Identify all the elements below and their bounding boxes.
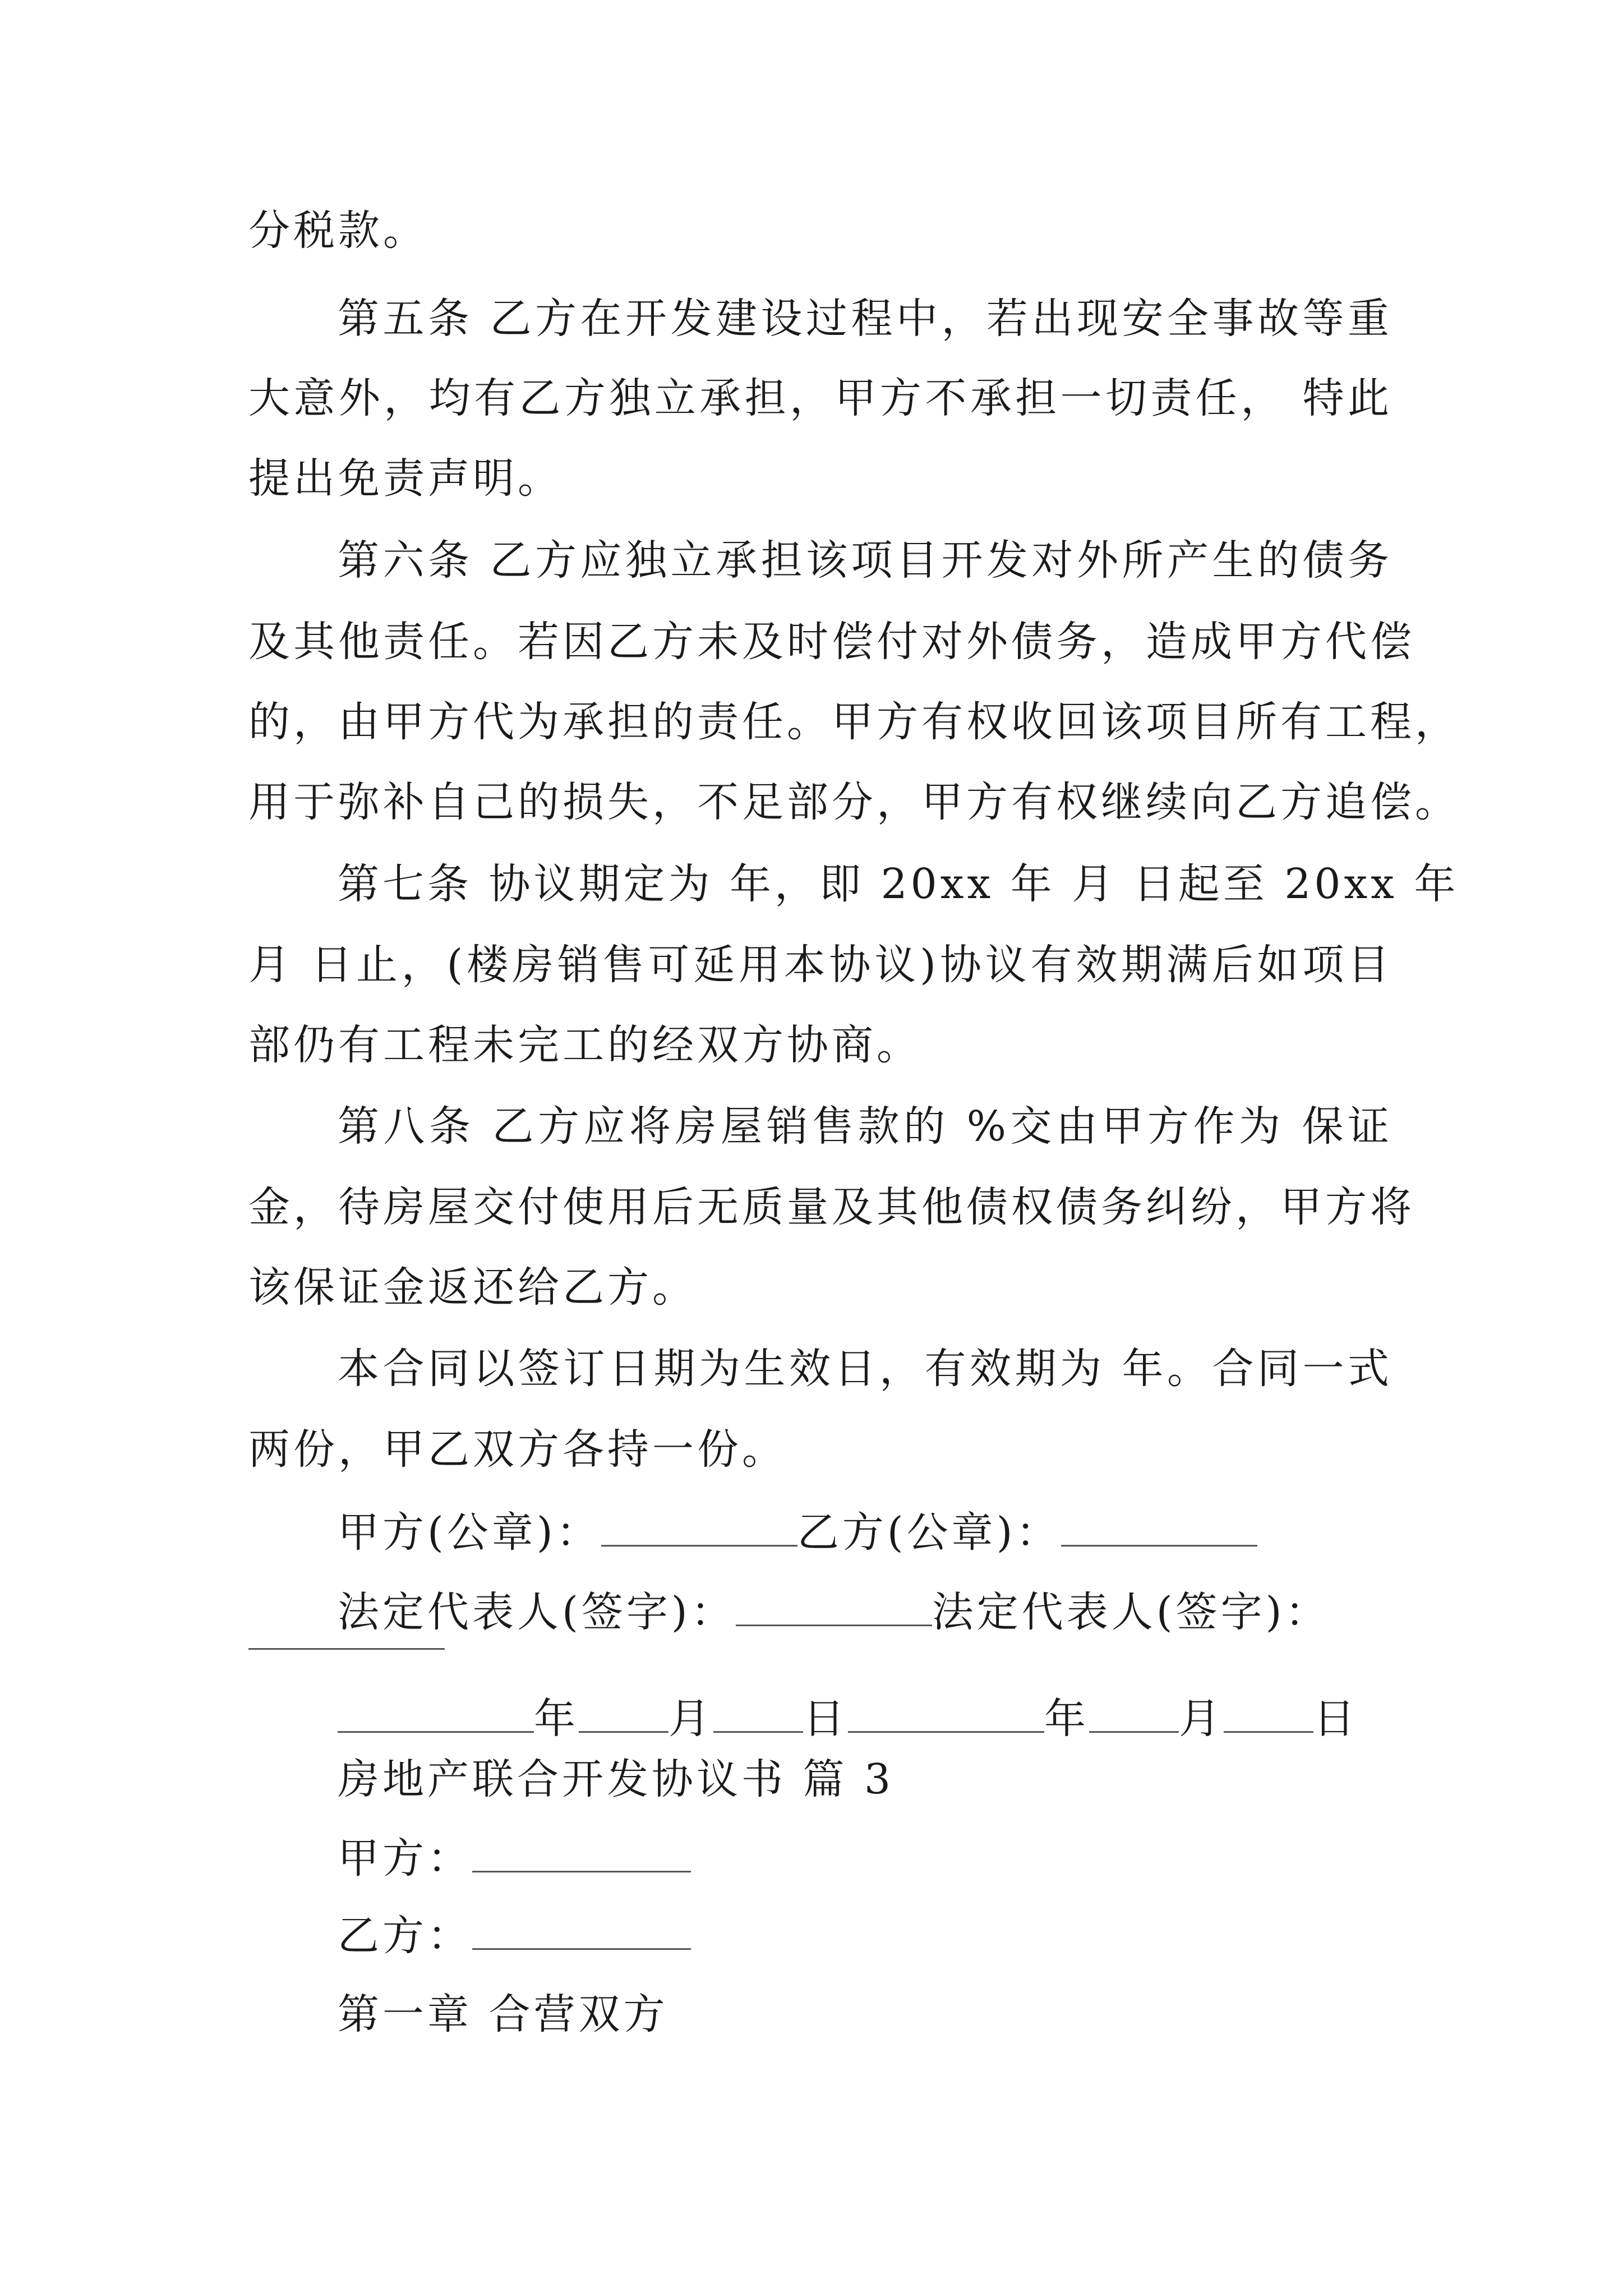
month-blank — [579, 1692, 668, 1733]
rep-a-label: 法定代表人(签字)： — [338, 1588, 736, 1636]
paragraph-line: 分税款。 — [248, 206, 428, 255]
paragraph-line: 金，待房屋交付使用后无质量及其他债权债务纠纷，甲方将 — [248, 1183, 1415, 1231]
rep-b-label: 法定代表人(签字)： — [932, 1588, 1330, 1636]
year-label: 年 — [1044, 1695, 1089, 1743]
year-blank — [848, 1692, 1044, 1733]
paragraph-line: 两份，甲乙双方各持一份。 — [248, 1425, 787, 1474]
year-label: 年 — [534, 1695, 579, 1743]
chapter-heading: 第一章 合营双方 — [338, 1990, 668, 2039]
month-label: 月 — [1179, 1695, 1224, 1743]
paragraph-line: 及其他责任。若因乙方未及时偿付对外债务，造成甲方代偿 — [248, 618, 1415, 666]
paragraph-line: 第七条 协议期定为 年，即 20xx 年 月 日起至 20xx 年 — [338, 860, 1459, 908]
paragraph-line: 第五条 乙方在开发建设过程中，若出现安全事故等重 — [338, 295, 1393, 343]
party-b-seal-blank — [1061, 1506, 1257, 1547]
rep-a-blank — [736, 1585, 932, 1626]
paragraph-line: 该保证金返还给乙方。 — [248, 1263, 697, 1312]
day-blank — [713, 1692, 803, 1733]
day-label: 日 — [1313, 1695, 1358, 1743]
paragraph-line: 第八条 乙方应将房屋销售款的 %交由甲方作为 保证 — [338, 1102, 1393, 1151]
month-blank — [1089, 1692, 1179, 1733]
paragraph-line: 大意外，均有乙方独立承担，甲方不承担一切责任， 特此 — [248, 374, 1393, 422]
party-b-row — [338, 1909, 1393, 1961]
paragraph-line: 用于弥补自己的损失，不足部分，甲方有权继续向乙方追偿。 — [248, 778, 1460, 826]
paragraph-line: 的，由甲方代为承担的责任。甲方有权收回该项目所有工程， — [248, 698, 1460, 746]
year-blank — [338, 1692, 534, 1733]
paragraph-line: 第六条 乙方应独立承担该项目开发对外所产生的债务 — [338, 536, 1393, 585]
day-blank — [1224, 1692, 1313, 1733]
party-b-label: 乙方： — [338, 1912, 472, 1960]
representative-signature-row — [338, 1585, 1393, 1637]
paragraph-line: 本合同以签订日期为生效日，有效期为 年。合同一式 — [338, 1345, 1393, 1393]
party-a-seal-blank — [601, 1506, 797, 1547]
month-label: 月 — [668, 1695, 713, 1743]
party-a-blank — [472, 1832, 691, 1872]
party-a-row — [338, 1832, 1393, 1883]
day-label: 日 — [803, 1695, 848, 1743]
date-row — [338, 1692, 1393, 1743]
paragraph-line: 月 日止，(楼房销售可延用本协议)协议有效期满后如项目 — [248, 941, 1393, 989]
paragraph-line: 部仍有工程未完工的经双方协商。 — [248, 1021, 921, 1069]
party-b-blank — [472, 1909, 691, 1950]
seal-signature-row — [338, 1506, 1393, 1557]
party-b-seal-label: 乙方(公章)： — [797, 1508, 1061, 1557]
party-a-seal-label: 甲方(公章)： — [338, 1508, 601, 1557]
section-title: 房地产联合开发协议书 篇 3 — [338, 1755, 895, 1803]
paragraph-line: 提出免责声明。 — [248, 454, 562, 503]
rep-b-blank — [248, 1648, 445, 1650]
party-a-label: 甲方： — [338, 1834, 472, 1883]
